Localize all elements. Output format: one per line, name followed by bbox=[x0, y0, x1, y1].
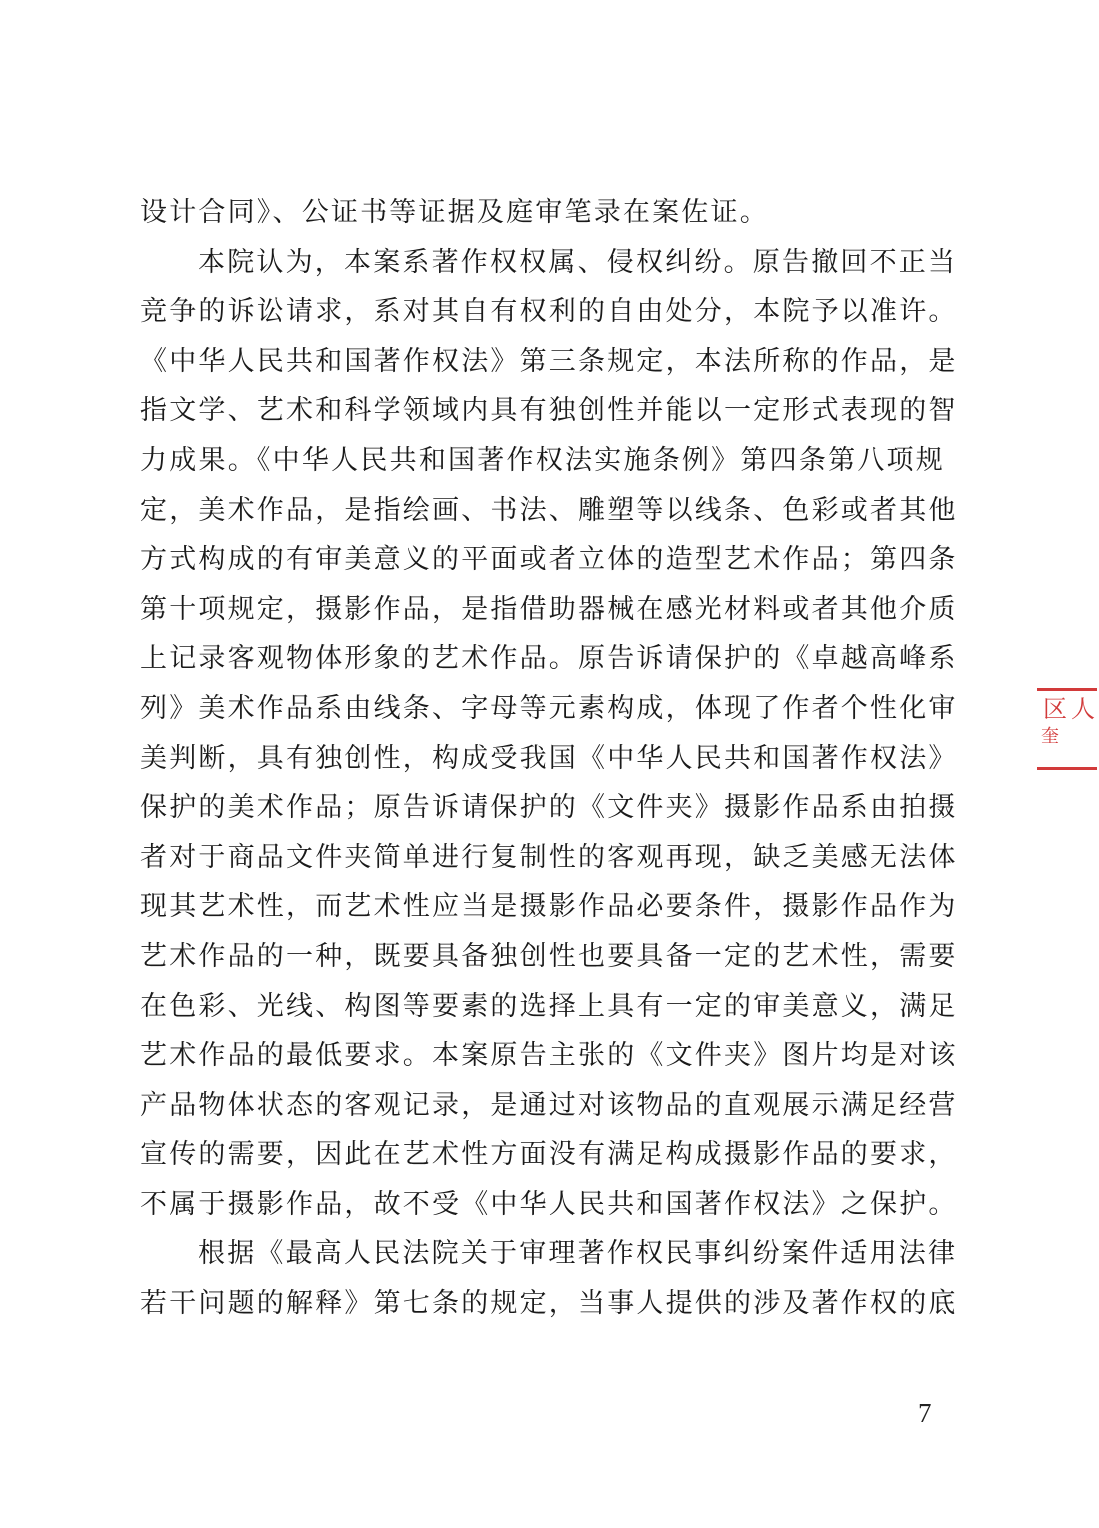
body-text bbox=[140, 188, 958, 1329]
text-line: 列》美术作品系由线条、字母等元素构成，体现了作者个性化审 bbox=[140, 692, 958, 724]
text-line: 竞争的诉讼请求，系对其自有权利的自由处分，本院予以准许。 bbox=[140, 296, 958, 328]
text-line: 现其艺术性，而艺术性应当是摄影作品必要条件，摄影作品作为 bbox=[140, 891, 958, 923]
text-line: 定，美术作品，是指绘画、书法、雕塑等以线条、色彩或者其他 bbox=[140, 494, 958, 526]
text-line: 保护的美术作品；原告诉请保护的《文件夹》摄影作品系由拍摄 bbox=[140, 792, 958, 824]
text-line: 美判断，具有独创性，构成受我国《中华人民共和国著作权法》 bbox=[140, 742, 958, 774]
text-line: 宣传的需要，因此在艺术性方面没有满足构成摄影作品的要求， bbox=[140, 1139, 958, 1171]
seal-small-text: 奎 bbox=[1041, 726, 1059, 747]
text-line: 根据《最高人民法院关于审理著作权民事纠纷案件适用法律 bbox=[198, 1238, 958, 1270]
page-number: 7 bbox=[918, 1398, 932, 1428]
text-line: 本院认为，本案系著作权权属、侵权纠纷。原告撤回不正当 bbox=[198, 246, 958, 278]
text-line: 艺术作品的一种，既要具备独创性也要具备一定的艺术性，需要 bbox=[140, 940, 958, 972]
text-line: 产品物体状态的客观记录，是通过对该物品的直观展示满足经营 bbox=[140, 1089, 958, 1121]
text-line: 方式构成的有审美意义的平面或者立体的造型艺术作品；第四条 bbox=[140, 544, 958, 576]
text-line: 艺术作品的最低要求。本案原告主张的《文件夹》图片均是对该 bbox=[140, 1040, 958, 1072]
text-line: 第十项规定，摄影作品，是指借助器械在感光材料或者其他介质 bbox=[140, 593, 958, 625]
text-line: 不属于摄影作品，故不受《中华人民共和国著作权法》之保护。 bbox=[140, 1188, 958, 1220]
text-line: 若干问题的解释》第七条的规定，当事人提供的涉及著作权的底 bbox=[140, 1288, 958, 1320]
text-line: 在色彩、光线、构图等要素的选择上具有一定的审美意义，满足 bbox=[140, 990, 958, 1022]
text-line: 者对于商品文件夹简单进行复制性的客观再现，缺乏美感无法体 bbox=[140, 841, 958, 873]
text-line: 设计合同》、公证书等证据及庭审笔录在案佐证。 bbox=[140, 197, 769, 228]
seal-text: 区人 bbox=[1043, 695, 1099, 723]
text-line: 指文学、艺术和科学领域内具有独创性并能以一定形式表现的智 bbox=[140, 395, 958, 427]
court-seal-stamp bbox=[1037, 688, 1097, 770]
text-line: 《中华人民共和国著作权法》第三条规定，本法所称的作品，是 bbox=[140, 345, 958, 377]
text-line: 上记录客观物体形象的艺术作品。原告诉请保护的《卓越高峰系 bbox=[140, 643, 958, 675]
text-line: 力成果。《中华人民共和国著作权法实施条例》第四条第八项规 bbox=[140, 444, 945, 476]
